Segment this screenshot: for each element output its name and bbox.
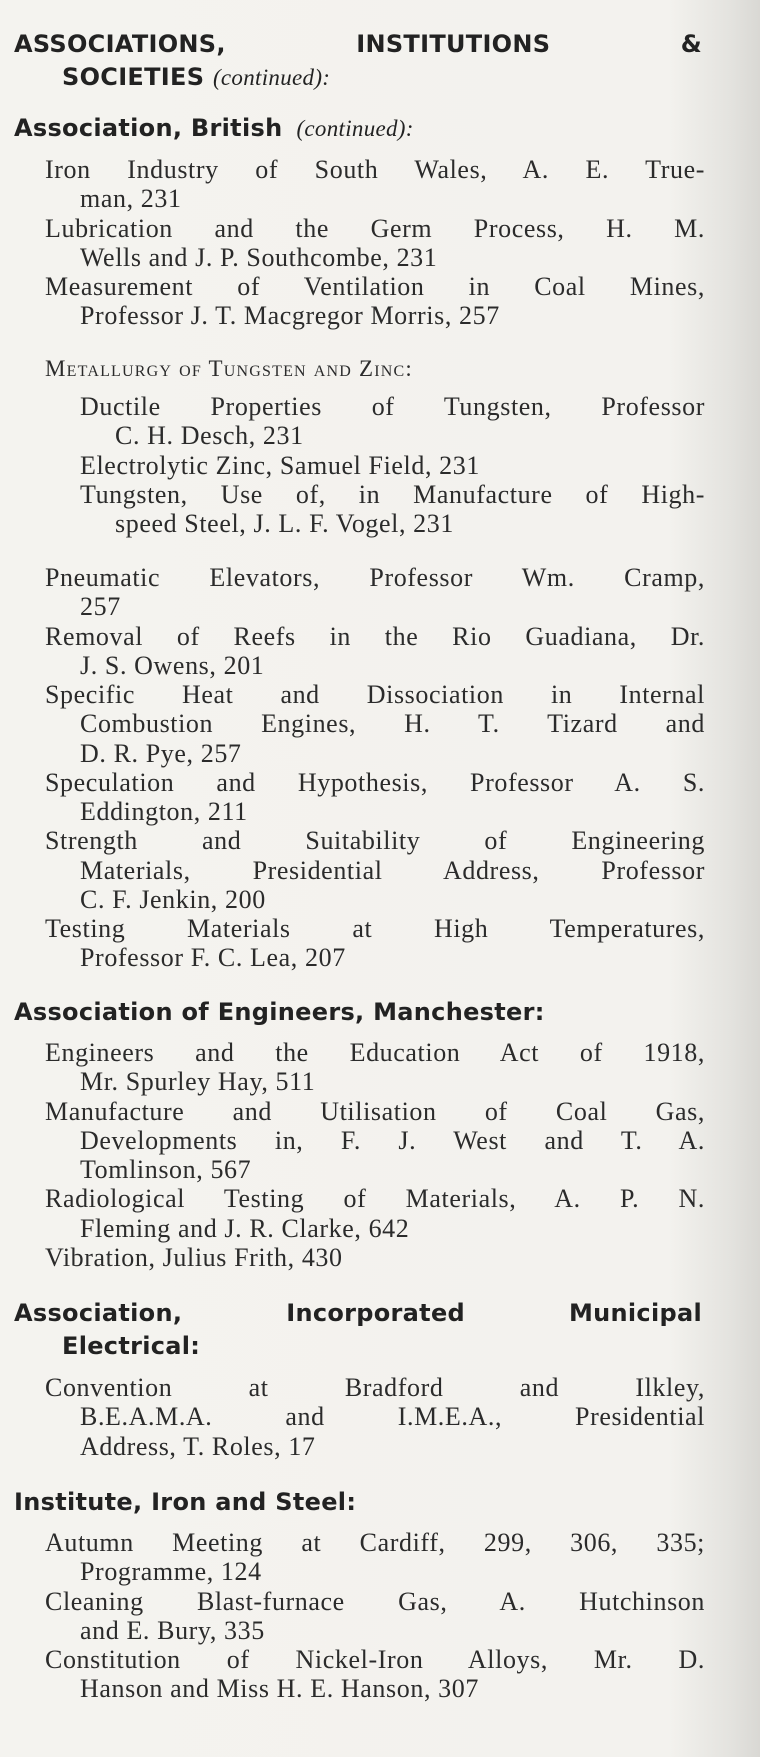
index-entry-line: J. S. Owens, 201 xyxy=(80,650,265,680)
index-entry-line: Mr. Spurley Hay, 511 xyxy=(80,1067,316,1097)
index-entry-line: Pneumatic Elevators, Professor Wm. Cramp, xyxy=(45,563,705,592)
index-entry-line: Fleming and J. R. Clarke, 642 xyxy=(80,1213,410,1243)
section-title-association-engineers-manchester xyxy=(14,997,545,1027)
page-heading-continued: (continued): xyxy=(212,65,331,90)
index-entry-line: speed Steel, J. L. F. Vogel, 231 xyxy=(115,509,454,538)
section-title-text: Association, British xyxy=(14,114,283,142)
index-entry-line: B.E.A.M.A. and I.M.E.A., Presidential xyxy=(80,1402,705,1432)
index-entry-line: C. H. Desch, 231 xyxy=(115,421,304,451)
index-entry-line: Cleaning Blast-furnace Gas, A. Hutchinson xyxy=(45,1586,705,1616)
index-entry-line: Vibration, Julius Frith, 430 xyxy=(45,1242,343,1272)
section-title-institute-iron-steel xyxy=(14,1487,356,1517)
index-entry-line: Combustion Engines, H. T. Tizard and xyxy=(80,709,705,739)
section-title-line2: Electrical: xyxy=(62,1332,201,1360)
index-entry-line: Eddington, 211 xyxy=(80,797,248,826)
page-heading-line2 xyxy=(62,62,330,92)
index-entry-line: Materials, Presidential Address, Professor xyxy=(80,855,705,885)
index-entry-line: Hanson and Miss H. E. Hanson, 307 xyxy=(80,1674,479,1704)
index-entry-line: Speculation and Hypothesis, Professor A. S. xyxy=(45,767,705,797)
subsection-title-metallurgy: Metallurgy of Tungsten and Zinc: xyxy=(45,356,413,381)
index-entry-line: Programme, 124 xyxy=(80,1557,262,1587)
index-entry-line: Electrolytic Zinc, Samuel Field, 231 xyxy=(80,450,480,480)
index-entry-line: Tungsten, Use of, in Manufacture of High- xyxy=(80,479,705,509)
index-entry-line: Professor J. T. Macgregor Morris, 257 xyxy=(80,301,500,331)
index-entry-line: Strength and Suitability of Engineering xyxy=(45,826,705,856)
index-entry-line: Measurement of Ventilation in Coal Mines, xyxy=(45,272,705,301)
index-entry-line: Tomlinson, 567 xyxy=(80,1155,252,1184)
index-entry-line: Engineers and the Education Act of 1918, xyxy=(45,1038,705,1067)
index-entry-line: and E. Bury, 335 xyxy=(80,1615,265,1645)
index-entry-line: 257 xyxy=(80,592,121,622)
index-entry-line: Manufacture and Utilisation of Coal Gas, xyxy=(45,1096,705,1126)
index-entry-line: Professor F. C. Lea, 207 xyxy=(80,943,346,973)
index-entry-line: Testing Materials at High Temperatures, xyxy=(45,914,705,943)
index-entry-line: Convention at Bradford and Ilkley, xyxy=(45,1373,705,1402)
page-heading-line1: ASSOCIATIONS, INSTITUTIONS & xyxy=(14,30,702,58)
index-entry-line: Radiological Testing of Materials, A. P. N. xyxy=(45,1184,705,1214)
index-entry-line: C. F. Jenkin, 200 xyxy=(80,884,266,914)
index-entry-line: Address, T. Roles, 17 xyxy=(80,1431,316,1461)
index-entry-line: Wells and J. P. Southcombe, 231 xyxy=(80,242,438,272)
section-title-continued: (continued): xyxy=(296,116,414,141)
index-entry-line: Developments in, F. J. West and T. A. xyxy=(80,1125,705,1155)
index-entry-line: Removal of Reefs in the Rio Guadiana, Dr. xyxy=(45,621,705,651)
section-title-association-municipal-electrical: Association, Incorporated Municipal xyxy=(14,1299,702,1327)
index-entry-line: Constitution of Nickel-Iron Alloys, Mr. D. xyxy=(45,1645,705,1674)
section-title-association-british xyxy=(14,113,414,143)
index-entry-line: Specific Heat and Dissociation in Internal xyxy=(45,680,705,709)
index-entry-line: Ductile Properties of Tungsten, Professor xyxy=(80,392,705,421)
index-entry-line: Iron Industry of South Wales, A. E. True- xyxy=(45,155,705,184)
index-entry-line: Autumn Meeting at Cardiff, 299, 306, 335; xyxy=(45,1528,705,1557)
page-heading-societies: SOCIETIES xyxy=(62,63,205,91)
index-entry-line: man, 231 xyxy=(80,184,182,214)
index-entry-line: D. R. Pye, 257 xyxy=(80,738,242,768)
section-title-text: Association of Engineers, Manchester: xyxy=(14,998,545,1026)
section-title-text: Institute, Iron and Steel: xyxy=(14,1488,357,1516)
index-entry-line: Lubrication and the Germ Process, H. M. xyxy=(45,213,705,243)
